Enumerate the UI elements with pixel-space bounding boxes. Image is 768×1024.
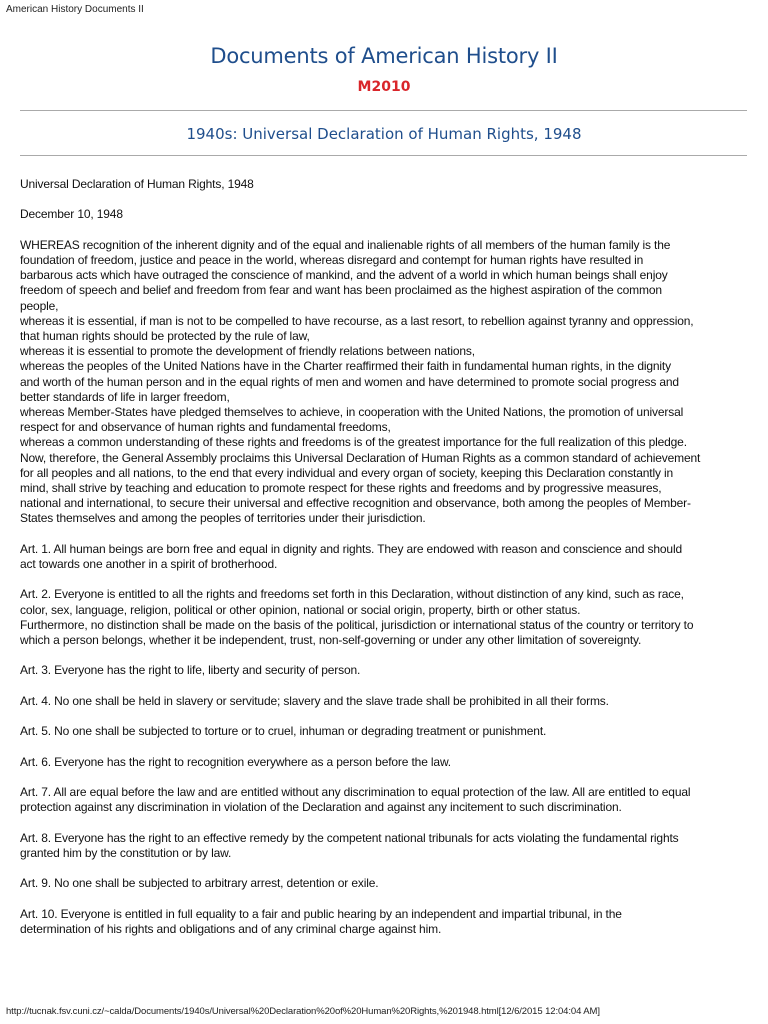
preamble-line: whereas Member-States have pledged themselves to achieve, in cooperation with the United Nations, the promotion of universal	[20, 405, 684, 420]
article-paragraph	[20, 694, 754, 709]
article-line: which a person belongs, whether it be independent, trust, non-self-governing or under any other limitation of sovereignty.	[20, 633, 642, 648]
article-paragraph	[20, 907, 754, 937]
preamble-line: barbarous acts which have outraged the conscience of mankind, and the advent of a world in which human beings shall enjoy	[20, 268, 668, 283]
document-body	[20, 177, 754, 952]
article-paragraph	[20, 542, 754, 572]
article-paragraph	[20, 755, 754, 770]
preamble-line: WHEREAS recognition of the inherent dignity and of the equal and inalienable rights of all members of the human family is the	[20, 237, 671, 252]
preamble-line: whereas it is essential, if man is not to be compelled to have recourse, as a last resort, to rebellion against tyranny and oppression,	[20, 313, 694, 328]
article-line: Art. 3. Everyone has the right to life, liberty and security of person.	[20, 663, 361, 678]
article-paragraph	[20, 831, 754, 861]
page-header-label: American History Documents II	[6, 4, 144, 15]
article-paragraph	[20, 876, 754, 891]
article-line: granted him by the constitution or by law.	[20, 845, 232, 860]
document-collection-title: Documents of American History II	[210, 44, 558, 68]
article-paragraph	[20, 663, 754, 678]
article-line: Art. 5. No one shall be subjected to torture or to cruel, inhuman or degrading treatment or punishment.	[20, 724, 547, 739]
article-line: Art. 2. Everyone is entitled to all the rights and freedoms set forth in this Declaration, without distinction of any kind, such as race,	[20, 587, 684, 602]
page-source-url: http://tucnak.fsv.cuni.cz/~calda/Documents/1940s/Universal%20Declaration%20of%20Human%20Rights,%201948.html[12/6/2015 12:04:04 AM]	[6, 1006, 600, 1017]
article-line: Art. 1. All human beings are born free and equal in dignity and rights. They are endowed with reason and conscience and should	[20, 541, 682, 556]
divider-top	[20, 110, 747, 111]
article-line: Art. 4. No one shall be held in slavery or servitude; slavery and the slave trade shall be prohibited in all their forms.	[20, 693, 609, 708]
preamble-line: freedom of speech and belief and freedom from fear and want has been proclaimed as the highest aspiration of the common	[20, 283, 662, 298]
article-line: protection against any discrimination in violation of the Declaration and against any incitement to such discrimination.	[20, 800, 622, 815]
article-paragraph	[20, 724, 754, 739]
preamble-line: that human rights should be protected by the rule of law,	[20, 329, 310, 343]
preamble-line: for all peoples and all nations, to the end that every individual and every organ of society, keeping this Declaration constantly in	[20, 465, 674, 480]
document-heading: Universal Declaration of Human Rights, 1948	[20, 177, 254, 191]
article-line: Art. 10. Everyone is entitled in full equality to a fair and public hearing by an independent and impartial tribunal, in the	[20, 906, 622, 921]
preamble-line: Now, therefore, the General Assembly proclaims this Universal Declaration of Human Rights as a common standard of achievement	[20, 450, 701, 465]
article-paragraph	[20, 785, 754, 815]
preamble-paragraph	[20, 238, 754, 527]
preamble-line: people,	[20, 298, 59, 313]
article-paragraph	[20, 587, 754, 648]
article-line: Art. 8. Everyone has the right to an effective remedy by the competent national tribunals for acts violating the fundamental rights	[20, 830, 679, 845]
article-line: Furthermore, no distinction shall be made on the basis of the political, jurisdiction or international status of the country or territory to	[20, 617, 694, 632]
preamble-line: whereas it is essential to promote the development of friendly relations between nations,	[20, 344, 475, 359]
article-line: color, sex, language, religion, political or other opinion, national or social origin, property, birth or other status.	[20, 602, 581, 617]
preamble-line: and worth of the human person and in the equal rights of men and women and have determined to promote social progress and	[20, 374, 679, 389]
preamble-line: foundation of freedom, justice and peace in the world, whereas disregard and contempt for human rights have resulted in	[20, 252, 644, 267]
article-line: determination of his rights and obligations and of any criminal charge against him.	[20, 921, 442, 936]
preamble-line: better standards of life in larger freedom,	[20, 389, 230, 404]
preamble-line: whereas a common understanding of these rights and freedoms is of the greatest importance for the full realization of this pledge.	[20, 435, 687, 450]
preamble-line: mind, shall strive by teaching and education to promote respect for these rights and freedoms and by progressive measures,	[20, 481, 662, 496]
preamble-line: States themselves and among the peoples of territories under their jurisdiction.	[20, 511, 426, 526]
article-line: Art. 6. Everyone has the right to recognition everywhere as a person before the law.	[20, 754, 451, 769]
article-line: Art. 7. All are equal before the law and are entitled without any discrimination to equal protection of the law. All are entitled to equal	[20, 784, 691, 799]
divider-bottom	[20, 155, 747, 156]
article-line: act towards one another in a spirit of brotherhood.	[20, 557, 278, 572]
document-date: December 10, 1948	[20, 207, 123, 222]
articles-list	[20, 542, 754, 937]
preamble-line: national and international, to secure their universal and effective recognition and observance, both among the peoples of Member-	[20, 496, 691, 511]
preamble-line: whereas the peoples of the United Nations have in the Charter reaffirmed their faith in fundamental human rights, in the dignity	[20, 359, 671, 374]
document-code: M2010	[357, 79, 411, 95]
section-title: 1940s: Universal Declaration of Human Rights, 1948	[186, 125, 582, 143]
article-line: Art. 9. No one shall be subjected to arbitrary arrest, detention or exile.	[20, 876, 379, 891]
preamble-line: respect for and observance of human rights and fundamental freedoms,	[20, 420, 391, 435]
